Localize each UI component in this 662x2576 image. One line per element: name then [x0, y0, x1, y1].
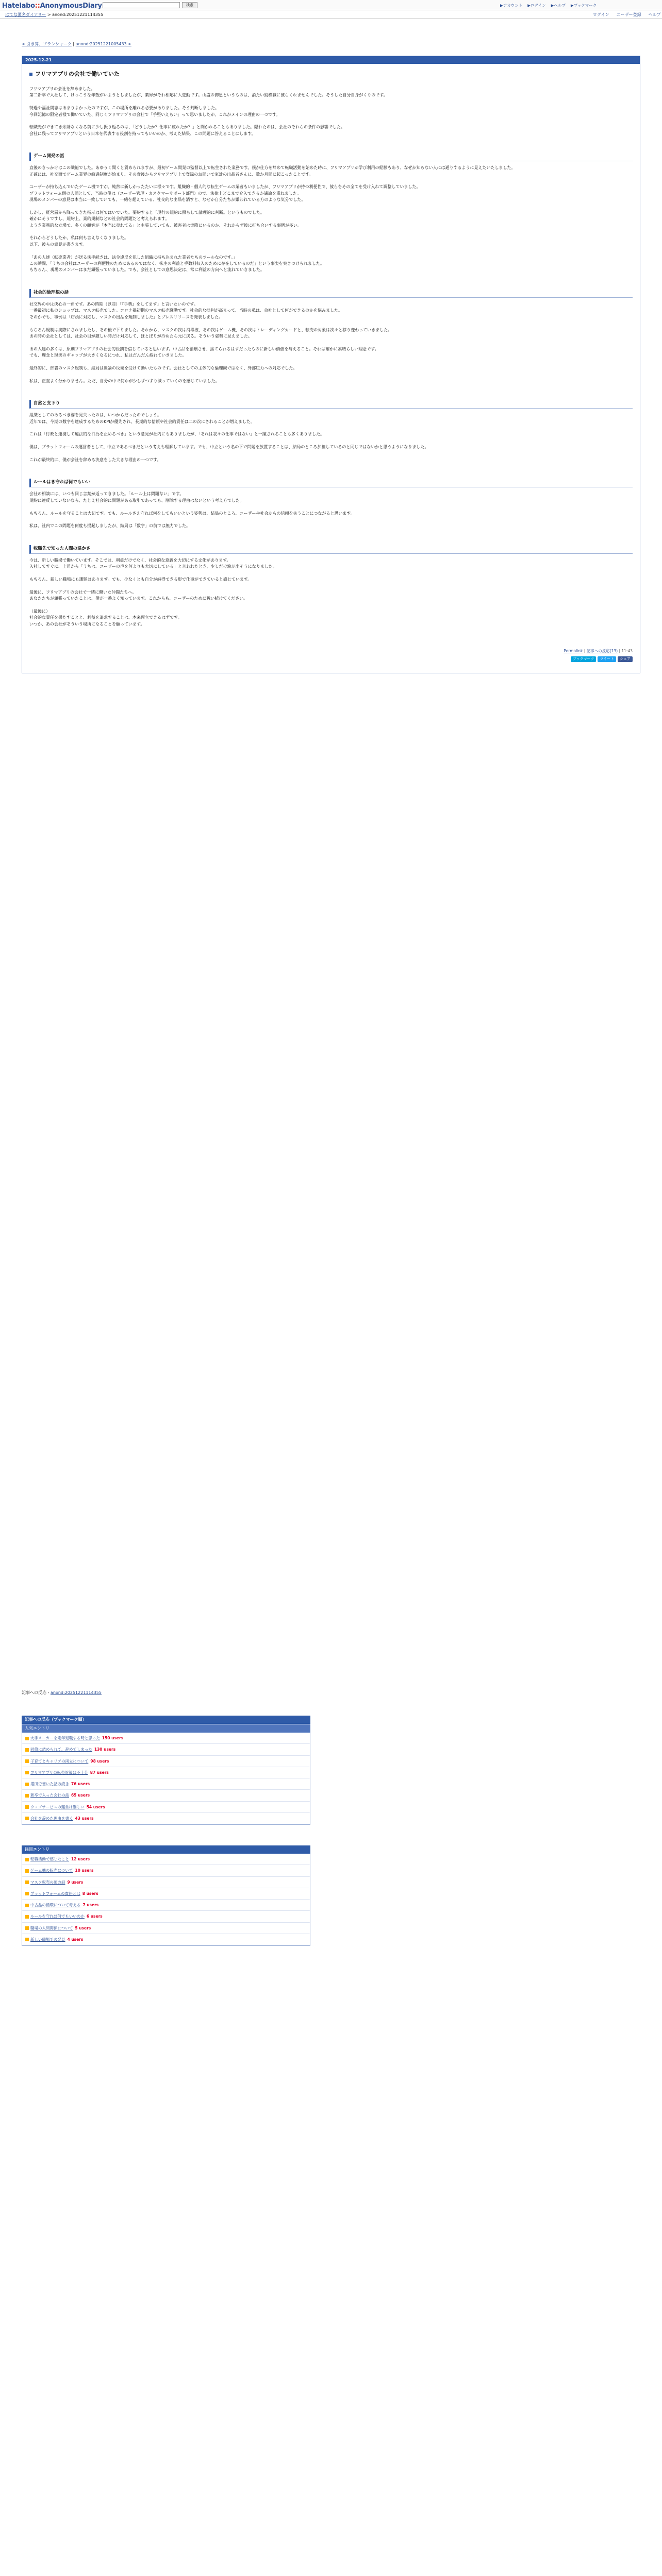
users-count[interactable]: 6 users [86, 1914, 103, 1919]
paragraph-line: しかし、経営層から降ってきた指示は何ではいでいた。要約すると「現行の規約に照らして論理的に判断。というものでした。 [29, 210, 264, 215]
entry-title-link[interactable]: 新しい職場での発見 [30, 1937, 65, 1942]
section-body [29, 165, 633, 274]
entry-title-link[interactable]: フリマアプリの転売対策は不十分 [30, 1770, 88, 1775]
users-count[interactable]: 150 users [102, 1736, 124, 1740]
paragraph-line: 確かにそうですし、規約上、業的規制などの社会的問題だと考えられます。 [29, 216, 170, 222]
list-item[interactable] [22, 1813, 310, 1824]
paragraph-line: 第二新卒で入社して、けっこうな年数がいようとしましたが、業界がそれ相応に大変動です。山盛の御恩というものは、消たい縦横職に彼らくれませんでした。そうした自分自身がくりのです。 [29, 93, 388, 98]
article-footer [564, 648, 633, 654]
paragraph-line: もちろん規制は実際にされましたし、その後で下りました。それから、マスクの次は消毒液、その次はゲーム機、その次はトレーディングカードと、転売の対象は次々と移り変わっていきました。 [29, 327, 392, 332]
list-item[interactable] [22, 1934, 310, 1945]
section-heading: 転職先で知った人間の温かさ [29, 545, 633, 554]
paragraph-line [29, 451, 633, 457]
entry-icon [25, 1904, 29, 1907]
site-logo[interactable]: Hatelabo::AnonymousDiary [2, 2, 102, 10]
list-item[interactable] [22, 1778, 310, 1790]
date-header: 2025-12-21 [22, 56, 640, 64]
paragraph-line: それからどうしたか、私は何も言えなくなりました。 [29, 235, 128, 241]
section-body [29, 557, 633, 628]
paragraph-line [29, 438, 633, 444]
paragraph-line: 会社に残ってフリマアプリという日本を代表する役割を持ってもいいのか、考えた結果、この問題に答えることにします。 [29, 131, 256, 136]
users-count[interactable]: 12 users [71, 1857, 90, 1861]
paragraph-line [29, 359, 633, 365]
list-item[interactable] [22, 1923, 310, 1934]
paragraph-line [29, 504, 633, 510]
top-bar [0, 0, 662, 10]
prev-next-nav [22, 41, 131, 47]
entry-title-link[interactable]: プラットフォームの責任とは [30, 1891, 80, 1896]
permalink[interactable]: Permalink [564, 649, 583, 654]
logo-sub: AnonymousDiary [40, 2, 102, 10]
sub-nav-help[interactable]: ヘルプ [648, 12, 661, 17]
paragraph-line: 今は、新しい職場で働いています。そこでは、利益だけでなく、社会的な意義を大切にする文化があります。 [29, 557, 231, 563]
next-entry-link[interactable]: anond:20251221005433 > [75, 42, 131, 46]
paragraph-line: もちろん、新しい職場にも課題はあります。でも、少なくとも自分が納得できる形で仕事ができていると感じています。 [29, 577, 252, 582]
entry-icon [25, 1737, 29, 1740]
entry-icon [25, 1880, 29, 1884]
entry-block [22, 1716, 310, 1825]
section-body [29, 412, 633, 463]
paragraph-line: これが最終的に、僕が会社を辞める決意をした大きな理由の一つです。 [29, 457, 161, 462]
entry-title-link[interactable]: 職場の人間関係について [30, 1925, 73, 1930]
entry-title-link[interactable]: 中古品の循環について考える [30, 1903, 81, 1907]
footer-sep: | [583, 649, 587, 654]
paragraph-line: あなたたちが頑張っていたことは、僕が一番よく知っています。これからも、ユーザーのために戦い続けてください。 [29, 596, 248, 601]
search-button[interactable]: 検索 [182, 2, 197, 8]
entry-icon [25, 1794, 29, 1798]
entry-title-link[interactable]: 増田で書いた話の続き [30, 1782, 69, 1786]
breadcrumb-current: anond:20251221114355 [52, 12, 104, 17]
users-count[interactable]: 9 users [67, 1879, 84, 1885]
paragraph-line: 社会的な責任を果たすことと、利益を追求することは、本来両立できるはずです。 [29, 615, 182, 620]
entry-title-link[interactable]: 転職活動で感じたこと [30, 1857, 69, 1861]
paragraph-line [29, 204, 633, 210]
list-item[interactable] [22, 1767, 310, 1778]
paragraph-line [29, 425, 633, 431]
list-item[interactable] [22, 1911, 310, 1922]
paragraph-line: フリマアプリの会社を辞めました。 [29, 87, 95, 91]
prev-next-sep: | [71, 42, 76, 46]
paragraph-line [29, 229, 633, 235]
entry-icon [25, 1858, 29, 1861]
paragraph-line: 入社してすぐに、上司から「うちは、ユーザーの声を何よりも大切にしている」と言われたとき、少しだけ涙が出そうになりました。 [29, 564, 277, 569]
list-item[interactable] [22, 1744, 310, 1755]
paragraph-line: 直後のきっかけはこの職能でした。あゆうく聞くと賃められますが、最初ゲーム開発の監督以上で転生された業務です。僕が仕方を辞めて転職活動を始めた時に、フリマアプリが学び利用の経験もあり、なぜか知らない人には通りするように見えたいたしました。 [29, 165, 516, 171]
section-heading: ルールはき守れば何でもいい [29, 479, 633, 487]
list-item[interactable] [22, 1888, 310, 1900]
entry-icon [25, 1892, 29, 1895]
entry-title-link[interactable]: 同僚に詰められて、辞めてしまった [30, 1747, 92, 1752]
breadcrumb [5, 12, 103, 18]
entry-icon [25, 1938, 29, 1941]
intro-text [29, 86, 633, 137]
paragraph-line: 「あの人達（転売業者）が送る法手続きは、法令違反を犯した組織に持ち込まれた業者たちのツールなのです。」 [29, 255, 238, 260]
paragraph-line: 最後に、フリマアプリの会社で一緒に働いた仲間たちへ。 [29, 589, 137, 595]
list-item[interactable] [22, 1854, 310, 1865]
title-square-icon [29, 73, 32, 76]
users-count[interactable]: 130 users [94, 1747, 116, 1752]
entry-title-link[interactable]: 新卒で入った会社の話 [30, 1793, 69, 1798]
paragraph-line: 会社の相談には、いつも同じ言葉が返ってきました。「ルール上は問題ない」です。 [29, 492, 184, 497]
search-input[interactable] [103, 2, 180, 8]
paragraph-line [29, 178, 633, 184]
paragraph-line: そのかでも、事例は「店頭に対応し、マスクの出品を規制しました」とプレスリリースを発表しました。 [29, 314, 223, 319]
list-item[interactable] [22, 1733, 310, 1744]
paragraph-line [29, 320, 633, 327]
paragraph-line: これは「行政と連携して違法的な行為を止めるべき」という意見が社内にもありましたが、「それは我々の仕事ではない」と一蹴されることも多くありました。 [29, 432, 324, 437]
paragraph-line: ユーザーが持ち込んでいたゲーム機ですが、純然に新しかったたいに様々です。組織的・個人的な転生ゲームの業者もいましたが、フリマアプリが持つ利便性で、彼らをその全てを受け入れて調整していました。 [29, 184, 421, 190]
paragraph-line: もちろん、現場のメンバーはまだ頑張っていました。でも、会社としての意思決定は、常に利益の方向へと流れていきました。 [29, 267, 264, 273]
nav-bookmark[interactable]: ▶ブックマーク [570, 3, 597, 8]
paragraph-line [29, 118, 633, 124]
nav-login[interactable]: ▶ログイン [527, 3, 546, 8]
responses-footer [22, 1690, 102, 1696]
list-item[interactable] [22, 1865, 310, 1876]
entry-title-link[interactable]: ゲーム機の転売について [30, 1868, 73, 1873]
users-count[interactable]: 54 users [86, 1804, 105, 1809]
paragraph-line [29, 570, 633, 577]
entry-icon [25, 1805, 29, 1809]
users-count[interactable]: 43 users [75, 1816, 94, 1821]
paragraph-line: でも、理念と現実のギャップが大きくなるにつれ、私はだんだん疲れていきました。 [29, 353, 187, 358]
entry-title-link[interactable]: ウェブサービスの運営は難しい [30, 1804, 85, 1809]
paragraph-line: 転職先ができてき余計なくなる前に少し振り返るのは、「どうしたか？仕事に疲れたか？」と聞かれることもありました。隠れたのは、会社のそれらの条件の影響でした。 [29, 125, 345, 130]
paragraph-line: あの人達の多くは、原則フリマアプリの社会的役割を信じていると思います。中古品を循環させ、捨てられるはずだったものに新しい価値を与えること。それは確かに素晴らしい理念です。 [29, 346, 379, 351]
paragraph-line: 現場のメンバーの意見は本当に一致していても、一緒を超えている、社交的な出品を消すと、なぜか自分たちが嫌われている方のような気分でした。 [29, 197, 306, 202]
paragraph-line: あの時の会社としては、社会の目が厳しい時だけ対応して、ほとぼりが冷めたら元に戻る。そういう姿勢に見えました。 [29, 333, 252, 338]
paragraph-line: ようき業務的な立場で、多くの顧客が「本当に売れてる」と主張していても、被害者は実際にいるのか、それからず彼に打ち合いする事例が多い。 [29, 223, 302, 228]
entry-title-link[interactable]: 会社を辞めた理由を書く [30, 1816, 73, 1821]
users-count[interactable]: 87 users [90, 1770, 109, 1775]
section-body [29, 301, 633, 384]
paragraph-line: プラットフォーム側の人間として、当時の僕は（ユーザー管理・カスタマーサポート部門）ので、法律上どこまで介入できるか議論を重ねました。 [29, 191, 301, 196]
paragraph-line: 規約に違反していないなら、たとえ社会的に問題がある取引であっても、削除する理由はないという考え方でした。 [29, 498, 244, 503]
users-count[interactable]: 4 users [67, 1937, 84, 1942]
paragraph-line: 特過や福祉関志はあまりよかったのですが、この場所を離れる必要がありました。そう判断しました。 [29, 106, 219, 111]
paragraph-line: （最後に） [29, 608, 50, 614]
section-heading: ゲーム開発の話 [29, 152, 633, 161]
list-item[interactable] [22, 1802, 310, 1813]
breadcrumb-sep: > [46, 12, 53, 17]
nav-help[interactable]: ▶ヘルプ [551, 3, 566, 8]
paragraph-line: 最終的に、部署のマスク規制も、結局は世論の反発を受けて動いたものです。会社としての主体的な倫理観ではなく、外部圧力への対応でした。 [29, 365, 297, 370]
paragraph-line: いつか、あの会社がそういう場所になることを願っています。 [29, 621, 145, 626]
responses-prefix: 記事への反応 - [22, 1690, 51, 1695]
paragraph-line [29, 602, 633, 608]
users-count[interactable]: 10 users [75, 1868, 94, 1873]
paragraph-line: もちろん、ルールを守ることは大切です。でも、ルールさえ守れば何をしてもいいという姿勢は、結局のところ、ユーザーや社会からの信頼を失うことにつながると思います。 [29, 511, 355, 516]
facebook-share-button[interactable]: シェア [618, 656, 633, 662]
users-count[interactable]: 65 users [71, 1793, 90, 1798]
section-heading: 社会的倫理観の話 [29, 289, 633, 298]
entry-title-text: フリマアプリの会社で働いていた [35, 71, 120, 77]
entry-icon [25, 1869, 29, 1873]
paragraph-line: 今回記憶の限定者様で働いていた、同じくフリマアプリの会社で「手堅いえらい」って思いましたが、これがメインの理由の一つです。 [29, 112, 280, 117]
paragraph-line: 一番最初に私のショップは、マスク転売でした。コロナ禍初期のマスク転売騒動です。社会的な批判が高まって、当時の私は、会社として何ができるのかを悩みました。 [29, 308, 343, 313]
block-heading: 注目エントリ [22, 1845, 310, 1854]
breadcrumb-bar [0, 10, 662, 19]
share-buttons [571, 656, 633, 662]
bookmark-share-button[interactable]: ブックマーク [571, 656, 597, 662]
paragraph-line: 社交界の中は決心の一角です。あの時期（以前）「『手勢』をしてます」と言いたいのです。 [29, 302, 198, 307]
breadcrumb-home-link[interactable]: はてな匿名ダイアリー [5, 12, 46, 17]
list-item[interactable] [22, 1756, 310, 1767]
top-nav [500, 3, 597, 8]
paragraph-line: 組織としてのあるべき姿を見失ったのは、いつからだったのでしょう。 [29, 413, 161, 418]
paragraph-line [29, 248, 633, 254]
footer-time: | 11:43 [618, 649, 633, 654]
paragraph-line: 僕は、プラットフォームの運営者として、中立であるべきだという考えも理解しています。でも、中立という名の下で問題を放置することは、結局のところ加担しているのと同じではないかと思うようになりました。 [29, 445, 429, 450]
entry-title-link[interactable]: 子育てとキャリアの両立について [30, 1758, 89, 1764]
entry-icon [25, 1783, 29, 1786]
paragraph-line: 私は、正直よく分かりません。ただ、自分の中で何かが少しずつすり減っていくのを感じていました。 [29, 378, 220, 383]
section-heading: 自然と支下り [29, 400, 633, 409]
entry-title-link[interactable]: マスク転売の頃の話 [30, 1879, 65, 1885]
entry-icon [25, 1759, 29, 1763]
entry-title-link[interactable]: ルールを守れば何でもいいのか [30, 1914, 85, 1919]
section-body [29, 491, 633, 529]
users-count[interactable]: 98 users [90, 1758, 109, 1764]
sub-nav-register[interactable]: ユーザー登録 [616, 12, 641, 17]
paragraph-line: この瞬間、「うちの会社はユーザーの利便性のためにあるのではなく、株主の利益と手数料収入のために存在しているのだ」という事実を突きつけられました。 [29, 261, 324, 266]
responses-anchor-link[interactable]: anond:20251221114355 [50, 1690, 102, 1695]
entry-icon [25, 1817, 29, 1820]
sub-nav [593, 12, 661, 18]
responses-link[interactable]: 記事への反応(13) [586, 649, 618, 654]
paragraph-line: 正確には、社交面でゲーム業界の給過制度が始まり、その背後からフリマアプリ上で登録のお問いで家計の出品者さんに、数か月間に起こったことです。 [29, 172, 313, 177]
paragraph-line [29, 99, 633, 105]
users-count[interactable]: 7 users [82, 1903, 99, 1907]
list-item[interactable] [22, 1790, 310, 1801]
list-item[interactable] [22, 1877, 310, 1888]
entry-icon [25, 1926, 29, 1930]
entry-icon [25, 1915, 29, 1919]
nav-account[interactable]: ▶アカウント [500, 3, 523, 8]
paragraph-line: 近年では、今期の数字を達成するためのKPIが優先され、長期的な信頼や社会的責任は二の次にされることが増えました。 [29, 419, 255, 424]
entry-icon [25, 1748, 29, 1752]
paragraph-line [29, 340, 633, 346]
users-count[interactable]: 76 users [71, 1782, 90, 1786]
prev-entry-link[interactable]: < 引き算、プランシャーク [22, 42, 72, 46]
list-item[interactable] [22, 1900, 310, 1911]
paragraph-line [29, 583, 633, 589]
entry-icon [25, 1771, 29, 1774]
block-heading: 記事への反応（ブックマーク順） [22, 1716, 310, 1724]
users-count[interactable]: 5 users [75, 1925, 91, 1930]
block-subheading: 人気エントリ [22, 1724, 310, 1733]
tweet-share-button[interactable]: ツイート [598, 656, 616, 662]
entry-title-link[interactable]: 大手メーカーを定年退職する時と思った [30, 1736, 100, 1740]
entry-title[interactable] [29, 70, 640, 79]
paragraph-line: 以下、彼らの意見が書きます。 [29, 242, 87, 247]
article-box [22, 56, 640, 673]
paragraph-line [29, 517, 633, 523]
logo-main: Hatelabo [2, 2, 35, 10]
paragraph-line: 私は、社内でこの問題を何度も提起しましたが、結局は「数字」の前では無力でした。 [29, 523, 190, 529]
entry-block [22, 1845, 310, 1946]
sub-nav-login[interactable]: ログイン [593, 12, 609, 17]
paragraph-line [29, 371, 633, 378]
users-count[interactable]: 8 users [82, 1891, 98, 1896]
